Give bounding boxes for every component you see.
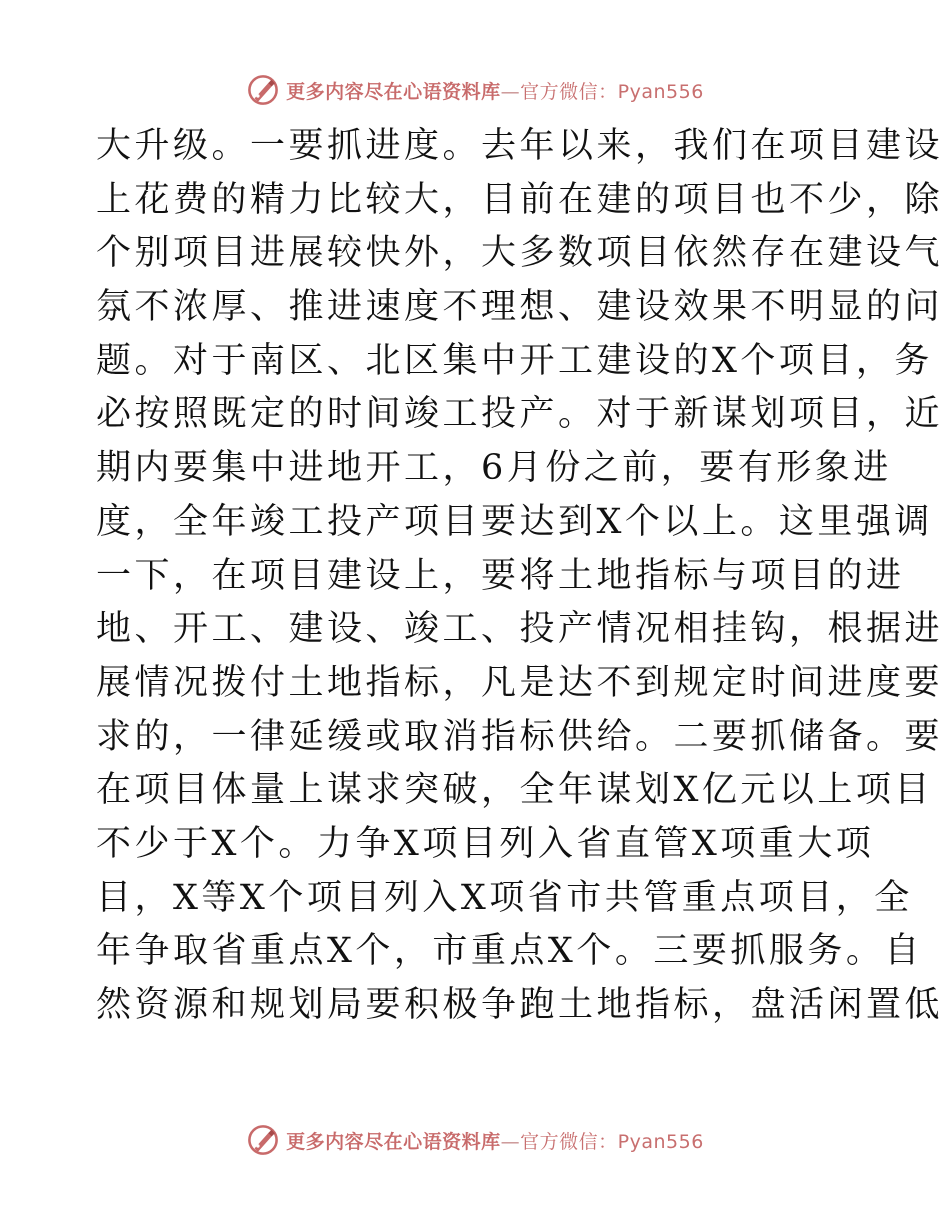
- pen-logo-icon: [246, 73, 280, 107]
- watermark-main: 更多内容尽在心语资料库: [286, 1130, 501, 1153]
- watermark-text: [286, 77, 704, 104]
- header-watermark: [0, 70, 950, 110]
- watermark-main: 更多内容尽在心语资料库: [286, 80, 501, 103]
- watermark-separator: —: [500, 1130, 521, 1153]
- document-body: [96, 120, 944, 1033]
- text-line: 上花费的精力比较大，目前在建的项目也不少，除: [96, 179, 944, 220]
- text-line: 年争取省重点X个，市重点X个。三要抓服务。自: [96, 931, 923, 972]
- pen-logo-icon: [246, 1123, 280, 1157]
- text-line: 氛不浓厚、推进速度不理想、建设效果不明显的问: [96, 287, 944, 328]
- watermark-text: [286, 1127, 704, 1154]
- text-line: 题。对于南区、北区集中开工建设的X个项目，务: [96, 340, 933, 381]
- watermark-account: 官方微信：Pyan556: [520, 1130, 704, 1153]
- text-line: 展情况拨付土地指标，凡是达不到规定时间进度要: [96, 662, 944, 703]
- text-line: 必按照既定的时间竣工投产。对于新谋划项目，近: [96, 394, 944, 435]
- watermark-separator: —: [500, 80, 521, 103]
- text-line: 期内要集中进地开工，6月份之前，要有形象进: [96, 448, 892, 489]
- text-line: 一下，在项目建设上，要将土地指标与项目的进: [96, 555, 905, 596]
- text-line: 不少于X个。力争X项目列入省直管X项重大项: [96, 823, 875, 864]
- text-line: 在项目体量上谋求突破，全年谋划X亿元以上项目: [96, 770, 933, 811]
- text-line: 度，全年竣工投产项目要达到X个以上。这里强调: [96, 501, 933, 542]
- watermark-account: 官方微信：Pyan556: [520, 80, 704, 103]
- text-line: 地、开工、建设、竣工、投产情况相挂钩，根据进: [96, 609, 944, 650]
- text-line: 个别项目进展较快外，大多数项目依然存在建设气: [96, 233, 944, 274]
- text-line: 然资源和规划局要积极争跑土地指标，盘活闲置低: [96, 985, 944, 1025]
- footer-watermark: [0, 1120, 950, 1160]
- text-line: 求的，一律延缓或取消指标供给。二要抓储备。要: [96, 716, 944, 757]
- text-line: 大升级。一要抓进度。去年以来，我们在项目建设: [96, 126, 944, 166]
- text-line: 目，X等X个项目列入X项省市共管重点项目，全: [96, 877, 913, 918]
